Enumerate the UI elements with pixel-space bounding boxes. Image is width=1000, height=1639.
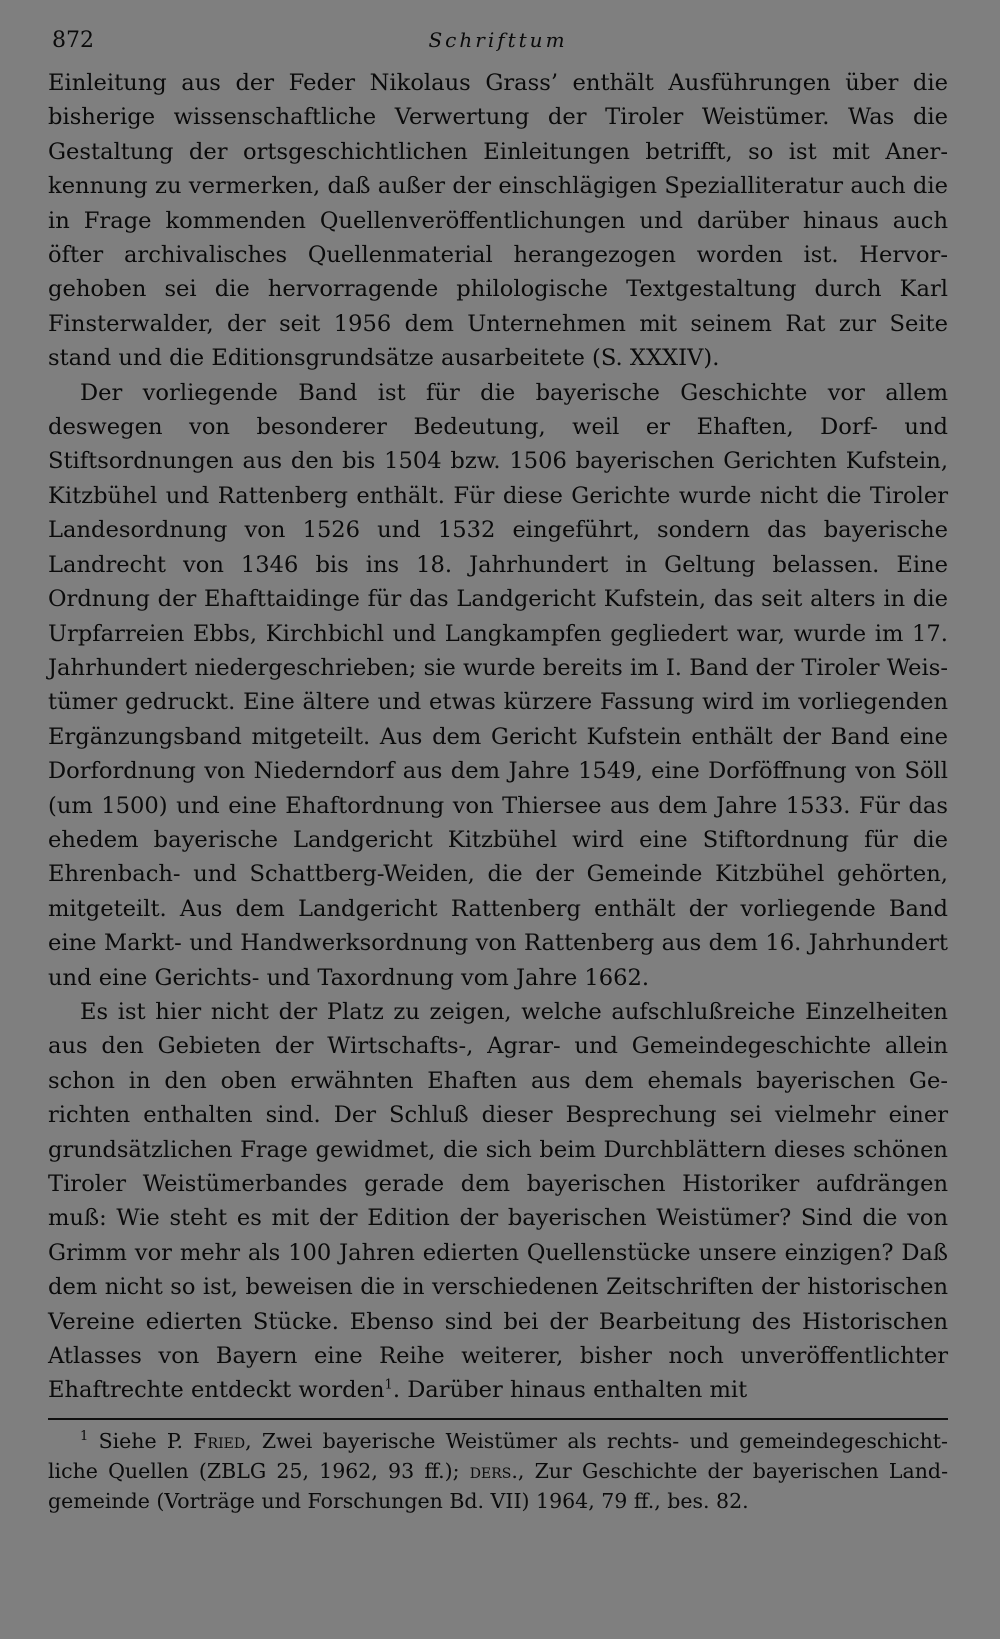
footnote-1 [48,1426,948,1516]
footnote-author: Fried [193,1428,246,1453]
footnote-text-1: Siehe P. [98,1428,194,1453]
paragraph-1: Einleitung aus der Feder Nikolaus Grass’ enthält Ausführungen über die bisherige wissenschaftliche Verwertung der Tiroler Weistümer. Was die Gestaltung der ortsgeschichtlichen Einleitungen betrifft, so ist mit Anerkennung zu vermerken, daß außer der einschlägigen Spezialliteratur auch die in Frage kommenden Quellenveröffentlichungen und darüber hinaus auch öfter archivalisches Quellenmaterial herangezogen worden ist. Hervorgehoben sei die hervorragende philologische Textgestaltung durch Karl Finsterwalder, der seit 1956 dem Unternehmen mit seinem Rat zur Seite stand und die Editionsgrundsätze ausarbeitete (S. XXXIV). [48,70,948,372]
paragraph-3-text-after: . Darüber hinaus enthalten mit [392,1377,748,1404]
footnote-mark: 1 [80,1429,89,1445]
footnote-text-2: , Zwei bayerische Weistümer als rechts- und gemeindegeschichtliche Quellen (ZBLG 25, 1962, 93 ff.); [48,1428,948,1483]
page-header [48,22,948,66]
footnote-text-3: , Zur Geschichte der bayerischen Landgemeinde (Vorträge und Forschungen Bd. VII) 1964, 79 ff., bes. 82. [48,1458,948,1513]
running-head: Schrifttum [428,28,568,52]
page-number: 872 [52,28,94,53]
paragraph-3-text-before: Es ist hier nicht der Platz zu zeigen, welche aufschlußreiche Einzelheiten aus den Gebieten der Wirtschafts-, Agrar- und Gemeindegeschichte allein schon in den oben erwähnten Ehaften aus dem ehemals bayerischen Gerichten enthalten sind. Der Schluß dieser Besprechung sei vielmehr einer grundsätzlichen Frage gewidmet, die sich beim Durchblättern dieses schönen Tiroler Weistümerbandes gerade dem bayerischen Historiker aufdrängen muß: Wie steht es mit der Edition der bayerischen Weistümer? Sind die von Grimm vor mehr als 100 Jahren edierten Quellenstücke unsere einzigen? Daß dem nicht so ist, beweisen die in verschiedenen Zeitschriften der historischen Vereine edierten Stücke. Ebenso sind bei der Bearbeitung des Historischen Atlasses von Bayern eine Reihe weiterer, bisher noch unveröffentlichter Ehaftrechte entdeckt worden [48,998,948,1404]
paragraph-3 [48,995,948,1408]
paragraph-2: Der vorliegende Band ist für die bayerische Geschichte vor allem deswegen von besonderer Bedeutung, weil er Ehaften, Dorf- und Stiftsordnungen aus den bis 1504 bzw. 1506 bayerischen Gerichten Kufstein, Kitzbühel und Rattenberg enthält. Für diese Gerichte wurde nicht die Tiroler Landesordnung von 1526 und 1532 eingeführt, sondern das bayerische Landrecht von 1346 bis ins 18. Jahrhundert in Geltung belassen. Eine Ordnung der Ehafttaidinge für das Landgericht Kufstein, das seit alters in die Urpfarreien Ebbs, Kirchbichl und Langkampfen gegliedert war, wurde im 17. Jahrhundert niedergeschrieben; sie wurde bereits im I. Band der Tiroler Weistümer gedruckt. Eine ältere und etwas kürzere Fassung wird im vorliegenden Ergänzungsband mitgeteilt. Aus dem Gericht Kufstein enthält der Band eine Dorfordnung von Niederndorf aus dem Jahre 1549, eine Dorföffnung von Söll (um 1500) und eine Ehaftordnung von Thiersee aus dem Jahre 1533. Für das ehedem bayerische Landgericht Kitzbühel wird eine Stiftordnung für die Ehrenbach- und Schattberg-Weiden, die der Gemeinde Kitzbühel gehörten, mitgeteilt. Aus dem Landgericht Rattenberg enthält der vorliegende Band eine Markt- und Handwerksordnung von Rattenberg aus dem 16. Jahrhundert und eine Gerichts- und Taxordnung vom Jahre 1662. [48,379,948,991]
footnote-divider [48,1418,948,1420]
footnote-ders: ders. [469,1458,518,1483]
footnote-reference[interactable]: 1 [384,1377,393,1393]
body-text [48,66,948,1408]
